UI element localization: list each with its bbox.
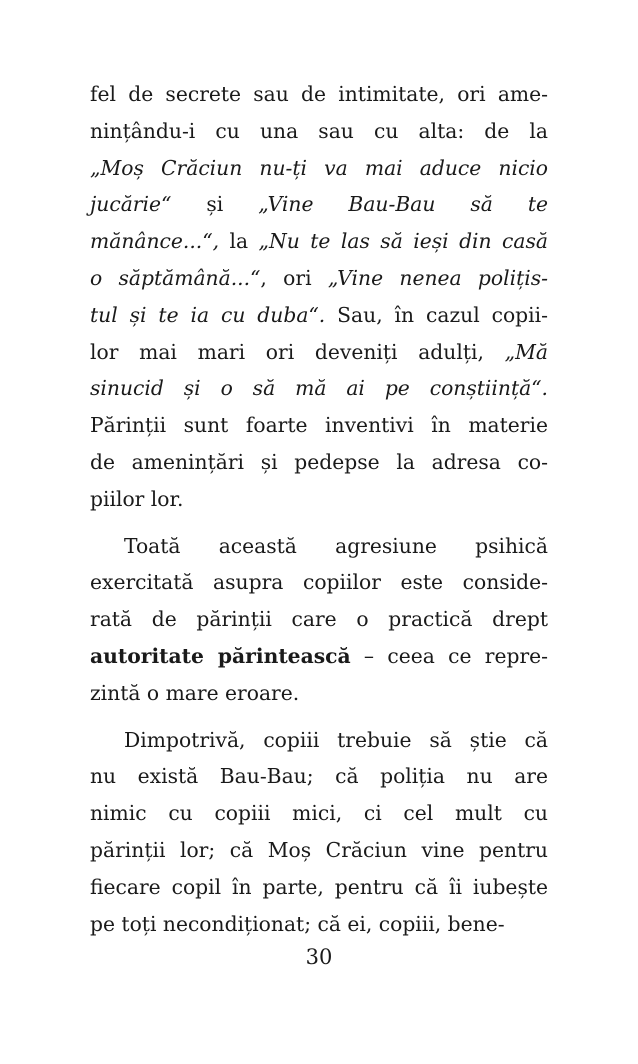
italic-text: mănânce...“, [90,229,220,254]
text-line [90,407,548,444]
text-run: la [219,229,259,254]
text-line [90,260,548,297]
italic-text: „Nu te las să ieși din casă [258,229,548,254]
italic-text: „Vine Bau-Bau să te [258,192,549,217]
text-line [90,113,548,150]
text-run: exercitată asupra copiilor este conside- [90,570,548,595]
text-run: , ori [260,265,328,290]
text-run: Toată această agresiune psihică [124,533,548,558]
text-line [90,223,548,260]
text-run: fel de secrete sau de intimitate, ori ame- [90,82,548,106]
paragraph-gap [90,712,548,722]
text-run: Părinții sunt foarte inventivi în materie [90,413,548,438]
text-line [90,758,548,795]
text-line [90,869,548,906]
text-line [90,675,548,712]
text-line [90,481,548,518]
text-run: părinții lor; că Moș Crăciun vine pentru [90,837,548,862]
text-line [90,638,548,675]
text-line [90,795,548,832]
text-line [90,150,548,187]
paragraph [90,76,548,518]
text-run: nimic cu copiii mici, ci cel mult cu [90,801,548,826]
text-line [90,601,548,638]
italic-text: „Mă [504,339,548,364]
italic-text: „Vine nenea polițis- [327,265,548,290]
text-line [90,832,548,869]
text-run: rată de părinții care o practică drept [90,607,548,632]
text-line [90,186,548,223]
italic-text: sinucid și o să mă ai pe conștiință“. [90,376,548,401]
page-number: 30 [305,945,333,969]
text-run: de amenințări și pedepse la adresa co- [90,449,548,474]
text-line [90,76,548,113]
text-run: Dimpotrivă, copiii trebuie să știe că [124,727,548,752]
italic-text: tul și te ia cu duba“. [90,302,326,327]
text-run: nu există Bau-Bau; că poliția nu are [90,764,548,789]
text-line [90,444,548,481]
italic-text: o săptămână...“ [90,265,261,290]
text-run: nințându-i cu una sau cu alta: de la [90,118,548,143]
text-line [90,297,548,334]
italic-text: „Moș Crăciun nu-ți va mai aduce nicio [90,155,548,180]
text-run: Sau, în cazul copii- [325,302,548,327]
text-run: piilor lor. [90,486,184,511]
text-line [90,906,548,943]
text-line [90,564,548,601]
paragraph [90,528,548,712]
text-run: și [171,192,259,217]
paragraph [90,722,548,943]
italic-text: jucărie“ [90,192,172,217]
text-column [90,76,548,942]
page-body [90,76,548,942]
text-run: pe toți necondiționat; că ei, copiii, bene- [90,911,505,936]
paragraph-gap [90,518,548,528]
bold-text: autoritate părintească [90,643,351,668]
text-line [90,528,548,565]
text-line [90,722,548,759]
text-line [90,370,548,407]
text-run: zintă o mare eroare. [90,680,300,705]
text-run: – ceea ce repre- [350,643,548,668]
text-line [90,334,548,371]
text-run: lor mai mari ori deveniți adulți, [90,339,505,364]
text-run: fiecare copil în parte, pentru că îi iubește [90,874,548,899]
